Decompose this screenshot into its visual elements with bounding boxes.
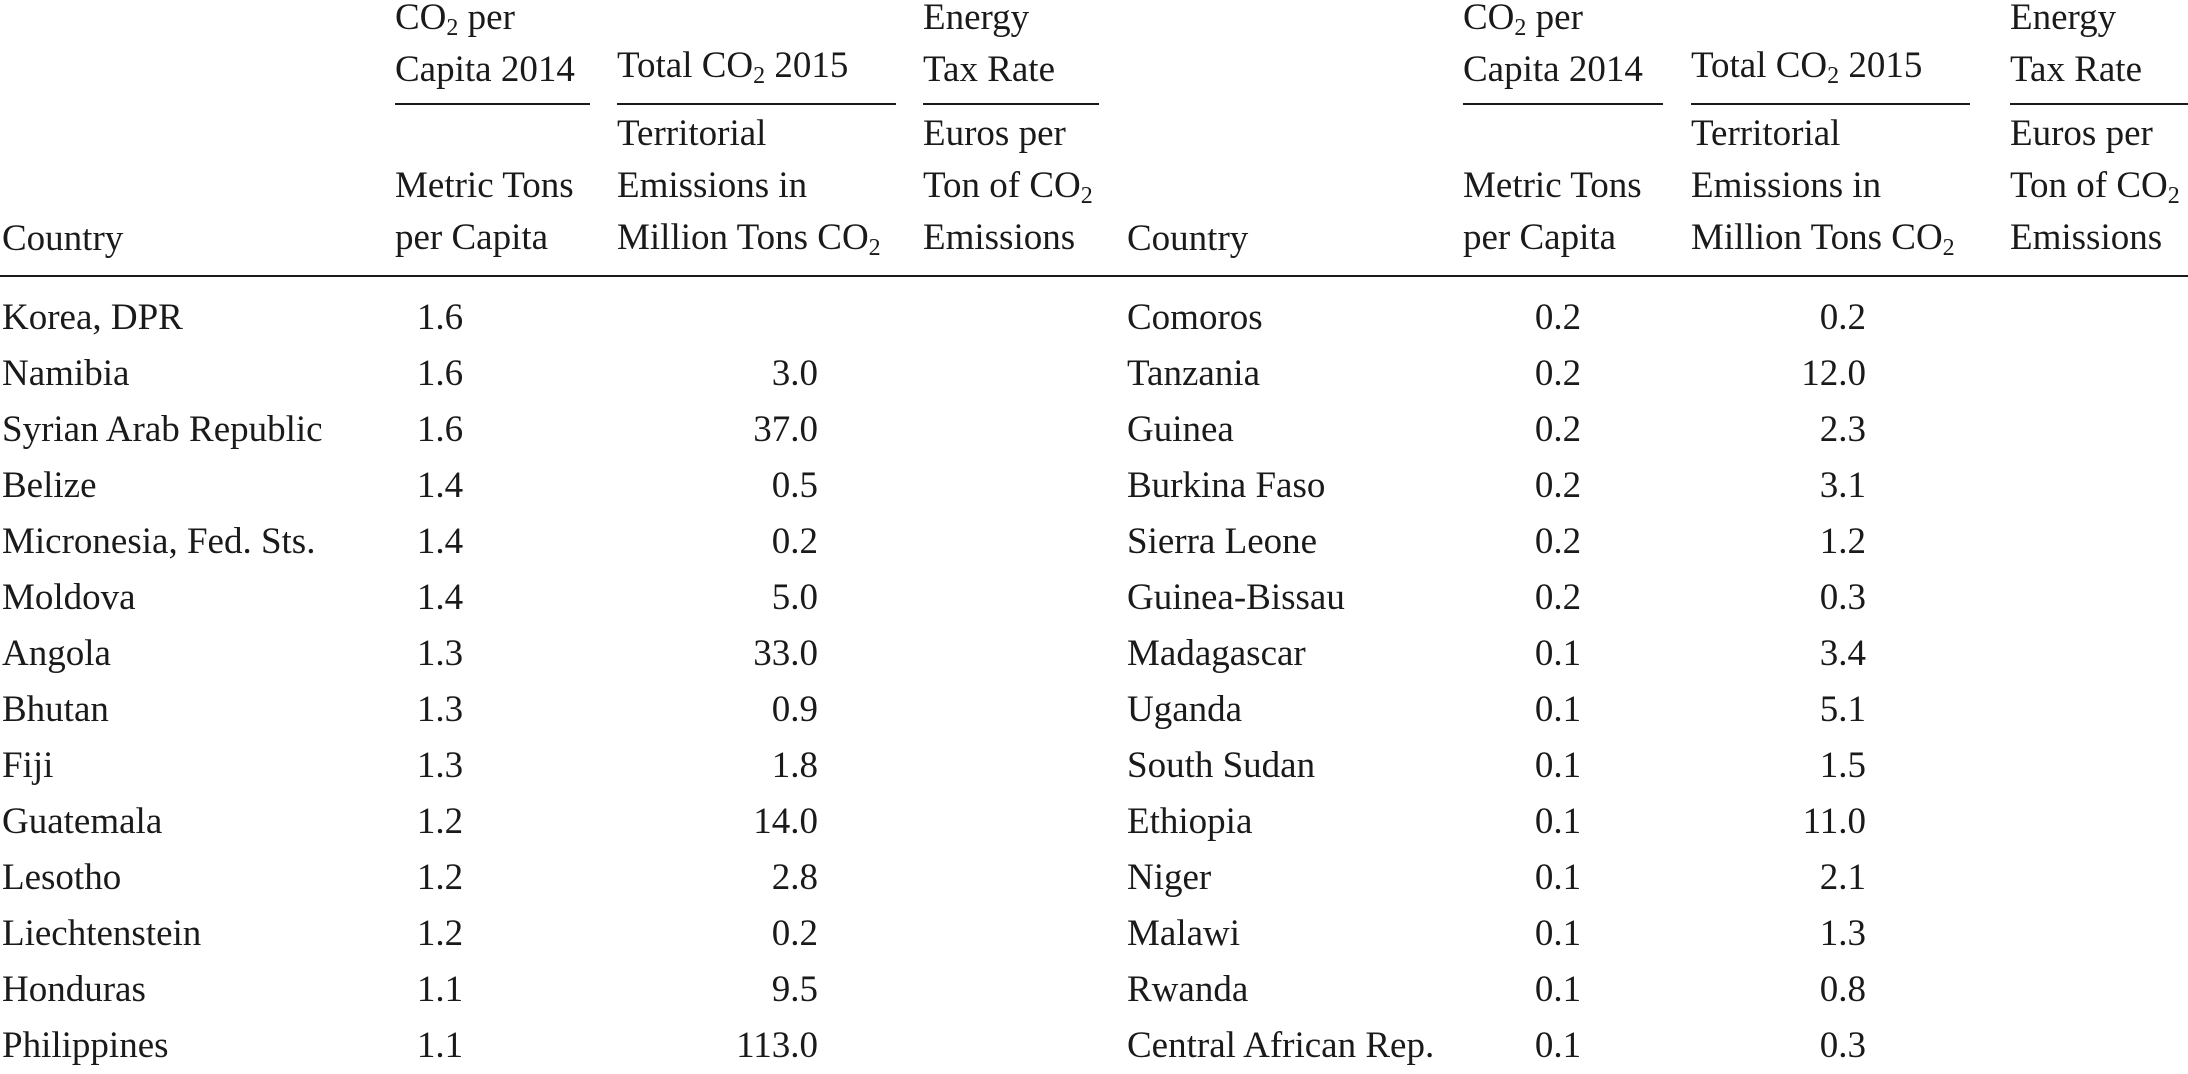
table-row [0, 850, 2188, 906]
total-emissions-cell: 33.0 [753, 633, 818, 674]
header-text: Territorial [1691, 113, 1841, 154]
header-text: Tax Rate [2010, 49, 2142, 90]
country-cell: Guinea-Bissau [1127, 577, 1345, 618]
total-emissions-cell: 2.1 [1819, 857, 1866, 898]
total-emissions-cell: 0.2 [771, 913, 818, 954]
unit-tax-right [2010, 108, 2180, 264]
col-header-tax-left [923, 0, 1055, 96]
table-row [0, 570, 2188, 626]
country-cell: Moldova [2, 577, 136, 618]
per-capita-cell: 1.3 [416, 745, 464, 786]
per-capita-cell: 1.3 [416, 633, 464, 674]
col-header-per-capita-left [395, 0, 575, 96]
country-cell: Sierra Leone [1127, 521, 1318, 562]
table-row [0, 290, 2188, 346]
header-text: 2015 [765, 45, 849, 86]
per-capita-cell: 0.1 [1534, 857, 1582, 898]
table-row [0, 738, 2188, 794]
table-row [0, 346, 2188, 402]
header-subscript: 2 [1942, 235, 1955, 261]
per-capita-cell: 0.1 [1534, 689, 1582, 730]
column-group-rule [2010, 103, 2188, 105]
country-cell: Comoros [1127, 297, 1263, 338]
country-cell: Niger [1127, 857, 1212, 898]
header-text: Metric Tons [395, 165, 574, 206]
header-text: Total CO [1691, 45, 1828, 86]
per-capita-cell: 0.2 [1534, 521, 1582, 562]
header-text: per Capita [1463, 217, 1617, 258]
unit-total-right [1691, 108, 1955, 264]
column-group-rule [617, 103, 896, 105]
country-cell: Guinea [1127, 409, 1234, 450]
per-capita-cell: 1.2 [416, 801, 464, 842]
header-text: 2015 [1839, 45, 1923, 86]
total-emissions-cell: 1.3 [1819, 913, 1866, 954]
header-text: Energy [2010, 0, 2117, 38]
per-capita-cell: 1.2 [416, 913, 464, 954]
country-cell: Belize [2, 465, 97, 506]
country-cell: Bhutan [2, 689, 109, 730]
total-emissions-cell: 0.5 [771, 465, 818, 506]
per-capita-cell: 0.1 [1534, 913, 1582, 954]
header-text: Total CO [617, 45, 754, 86]
country-cell: Central African Rep. [1127, 1025, 1435, 1066]
per-capita-cell: 1.3 [416, 689, 464, 730]
per-capita-cell: 1.6 [416, 353, 464, 394]
unit-per-capita-right [1463, 160, 1642, 264]
header-text: Emissions in [1691, 165, 1882, 206]
header-text: Emissions [923, 217, 1076, 258]
total-emissions-cell: 3.1 [1819, 465, 1866, 506]
header-country-right: Country [1127, 218, 1249, 259]
country-cell: Rwanda [1127, 969, 1249, 1010]
per-capita-cell: 1.1 [416, 1025, 464, 1066]
table-row [0, 458, 2188, 514]
per-capita-cell: 0.2 [1534, 409, 1582, 450]
per-capita-cell: 0.1 [1534, 633, 1582, 674]
header-text: Ton of CO [923, 165, 1081, 206]
header-country-left: Country [2, 218, 124, 259]
total-emissions-cell: 0.9 [771, 689, 818, 730]
col-header-total-right [1691, 40, 1922, 92]
country-cell: Philippines [2, 1025, 169, 1066]
table-row [0, 906, 2188, 962]
country-cell: Syrian Arab Republic [2, 409, 323, 450]
per-capita-cell: 0.2 [1534, 353, 1582, 394]
per-capita-cell: 0.1 [1534, 801, 1582, 842]
per-capita-cell: 0.2 [1534, 297, 1582, 338]
country-cell: Tanzania [1127, 353, 1260, 394]
per-capita-cell: 0.2 [1534, 577, 1582, 618]
column-group-rule [395, 103, 590, 105]
total-emissions-cell: 0.8 [1819, 969, 1866, 1010]
header-subscript: 2 [1827, 63, 1840, 89]
table-row [0, 682, 2188, 738]
header-subscript: 2 [868, 235, 881, 261]
header-subscript: 2 [2167, 183, 2180, 209]
country-cell: Lesotho [2, 857, 122, 898]
country-cell: Namibia [2, 353, 130, 394]
total-emissions-cell: 3.0 [771, 353, 818, 394]
country-cell: Ethiopia [1127, 801, 1253, 842]
table-row [0, 1018, 2188, 1074]
per-capita-cell: 0.2 [1534, 465, 1582, 506]
header-subscript: 2 [1080, 183, 1093, 209]
header-text: Emissions [2010, 217, 2163, 258]
total-emissions-cell: 1.2 [1819, 521, 1866, 562]
header-text: Million Tons CO [617, 217, 869, 258]
country-cell: Honduras [2, 969, 146, 1010]
country-cell: Fiji [2, 745, 54, 786]
header-text: per [458, 0, 515, 38]
header-text: Capita 2014 [1463, 49, 1643, 90]
unit-per-capita-left [395, 160, 574, 264]
header-text: per [1526, 0, 1583, 38]
header-text: Territorial [617, 113, 767, 154]
header-text: Euros per [923, 113, 1066, 154]
country-cell: Liechtenstein [2, 913, 202, 954]
country-cell: Madagascar [1127, 633, 1306, 674]
table-row [0, 402, 2188, 458]
total-emissions-cell: 1.8 [771, 745, 818, 786]
total-emissions-cell: 0.3 [1819, 577, 1866, 618]
header-text: per Capita [395, 217, 549, 258]
column-group-rule [1463, 103, 1663, 105]
header-subscript: 2 [1514, 15, 1527, 41]
per-capita-cell: 1.2 [416, 857, 464, 898]
col-header-tax-right [2010, 0, 2142, 96]
total-emissions-cell: 113.0 [736, 1025, 818, 1066]
total-emissions-cell: 9.5 [771, 969, 818, 1010]
table-row [0, 962, 2188, 1018]
per-capita-cell: 1.6 [416, 297, 464, 338]
header-text: Emissions in [617, 165, 808, 206]
country-cell: Angola [2, 633, 111, 674]
country-cell: Korea, DPR [2, 297, 183, 338]
country-cell: Burkina Faso [1127, 465, 1326, 506]
total-emissions-cell: 37.0 [753, 409, 818, 450]
per-capita-cell: 1.4 [416, 521, 464, 562]
col-header-total-left [617, 40, 848, 92]
header-text: Ton of CO [2010, 165, 2168, 206]
total-emissions-cell: 5.0 [771, 577, 818, 618]
total-emissions-cell: 5.1 [1819, 689, 1866, 730]
per-capita-cell: 0.1 [1534, 969, 1582, 1010]
header-text: Metric Tons [1463, 165, 1642, 206]
header-subscript: 2 [753, 63, 766, 89]
total-emissions-cell: 3.4 [1819, 633, 1866, 674]
header-text: Tax Rate [923, 49, 1055, 90]
header-text: Capita 2014 [395, 49, 575, 90]
total-emissions-cell: 2.8 [771, 857, 818, 898]
total-emissions-cell: 1.5 [1819, 745, 1866, 786]
column-group-rule [1691, 103, 1970, 105]
header-text: Million Tons CO [1691, 217, 1943, 258]
header-text: CO [395, 0, 447, 38]
column-group-rule [923, 103, 1099, 105]
unit-tax-left [923, 108, 1093, 264]
country-cell: Micronesia, Fed. Sts. [2, 521, 316, 562]
per-capita-cell: 1.1 [416, 969, 464, 1010]
per-capita-cell: 0.1 [1534, 745, 1582, 786]
per-capita-cell: 1.6 [416, 409, 464, 450]
country-cell: Uganda [1127, 689, 1243, 730]
total-emissions-cell: 2.3 [1819, 409, 1866, 450]
table-row [0, 626, 2188, 682]
header-bottom-rule [0, 275, 2188, 277]
country-cell: Guatemala [2, 801, 163, 842]
total-emissions-cell: 0.2 [1819, 297, 1866, 338]
header-text: Euros per [2010, 113, 2153, 154]
table-row [0, 794, 2188, 850]
unit-total-left [617, 108, 881, 264]
country-cell: Malawi [1127, 913, 1241, 954]
table-row [0, 514, 2188, 570]
country-cell: South Sudan [1127, 745, 1316, 786]
header-text: Energy [923, 0, 1030, 38]
per-capita-cell: 1.4 [416, 465, 464, 506]
per-capita-cell: 1.4 [416, 577, 464, 618]
per-capita-cell: 0.1 [1534, 1025, 1582, 1066]
total-emissions-cell: 0.2 [771, 521, 818, 562]
header-text: CO [1463, 0, 1515, 38]
total-emissions-cell: 0.3 [1819, 1025, 1866, 1066]
total-emissions-cell: 14.0 [753, 801, 818, 842]
total-emissions-cell: 11.0 [1802, 801, 1866, 842]
header-subscript: 2 [446, 15, 459, 41]
col-header-per-capita-right [1463, 0, 1643, 96]
total-emissions-cell: 12.0 [1801, 353, 1866, 394]
